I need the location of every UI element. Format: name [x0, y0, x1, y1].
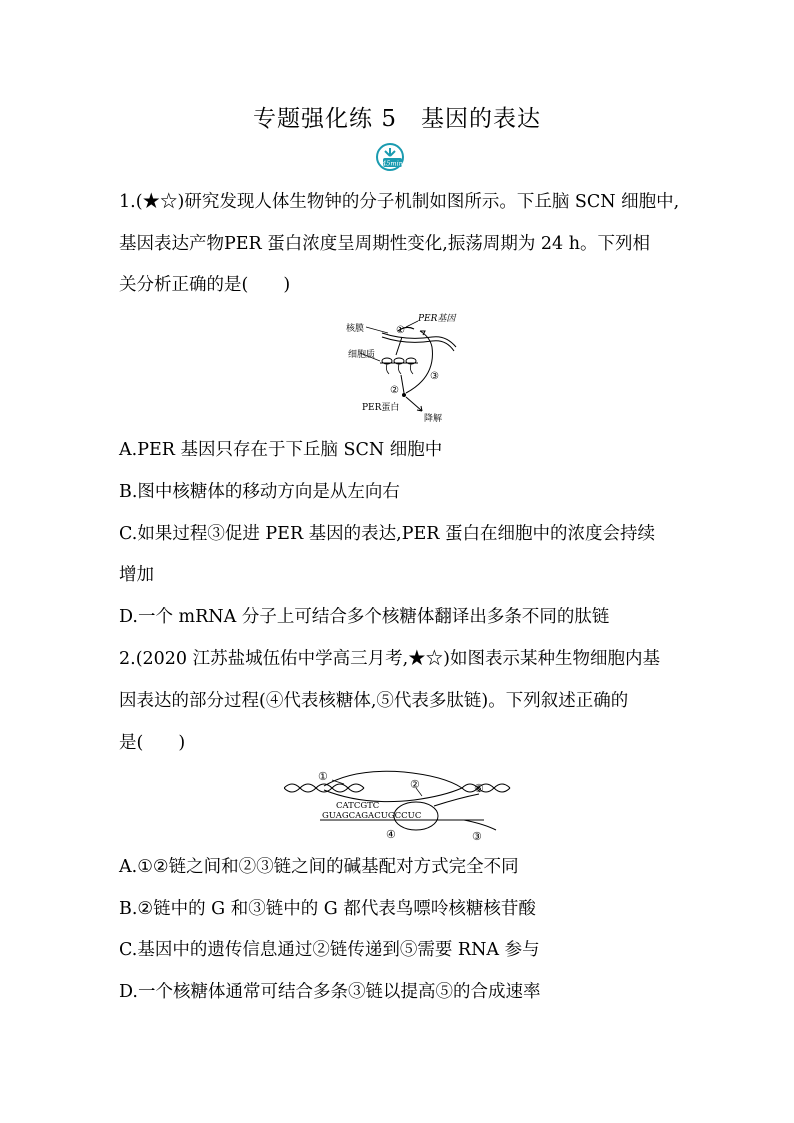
q1-stem-line2: 基因表达产物PER 蛋白浓度呈周期性变化,振荡周期为 24 h。下列相: [119, 234, 651, 254]
q1-stem-line3: 关分析正确的是( ): [119, 275, 291, 295]
label-ribosome-4: ④: [386, 828, 396, 841]
label-per-protein: PER蛋白: [362, 403, 400, 413]
q2-stem-line3: 是( ): [119, 733, 186, 753]
label-degrade: 降解: [424, 414, 443, 424]
q2-option-b: B.②链中的 G 和③链中的 G 都代表鸟嘌呤核糖核苷酸: [119, 899, 536, 919]
page-title: 专题强化练 5 基因的表达: [253, 106, 541, 132]
q2-option-c: C.基因中的遗传信息通过②链传递到⑤需要 RNA 参与: [119, 940, 540, 960]
q2-option-d: D.一个核糖体通常可结合多条③链以提高⑤的合成速率: [119, 982, 541, 1002]
q1-stem-line1: 1.(★☆)研究发现人体生物钟的分子机制如图所示。下丘脑 SCN 细胞中,: [119, 192, 680, 212]
q1-option-b: B.图中核糖体的移动方向是从左向右: [119, 482, 400, 502]
label-polypeptide-5: ⑤: [474, 782, 484, 795]
label-strand-1: ①: [318, 770, 328, 783]
timer-label: 45min: [382, 159, 403, 168]
biological-clock-diagram: [346, 307, 466, 425]
q2-stem-line2: 因表达的部分过程(④代表核糖体,⑤代表多肽链)。下列叙述正确的: [119, 691, 629, 711]
transcription-translation-diagram: [284, 766, 514, 842]
q1-option-c-line2: 增加: [119, 565, 154, 585]
q2-option-a: A.①②链之间和②③链之间的碱基配对方式完全不同: [119, 857, 519, 877]
label-strand-3: ③: [472, 830, 482, 842]
label-cytoplasm: 细胞质: [348, 350, 376, 360]
label-seq-bottom: GUAGCAGACUGCCUC: [322, 811, 422, 821]
label-process-2: ②: [390, 385, 399, 396]
q1-option-c-line1: C.如果过程③促进 PER 基因的表达,PER 蛋白在细胞中的浓度会持续: [119, 524, 656, 544]
q2-stem-line1: 2.(2020 江苏盐城伍佑中学高三月考,★☆)如图表示某种生物细胞内基: [119, 649, 661, 669]
q1-option-a: A.PER 基因只存在于下丘脑 SCN 细胞中: [119, 440, 443, 460]
label-per-gene: PER基因: [418, 314, 456, 324]
label-process-1: ①: [396, 325, 405, 336]
label-strand-2: ②: [410, 778, 420, 791]
q1-option-d: D.一个 mRNA 分子上可结合多个核糖体翻译出多条不同的肽链: [119, 607, 610, 627]
label-process-3: ③: [430, 371, 439, 382]
timer-icon: [375, 142, 405, 172]
label-nuclear-membrane: 核膜: [346, 324, 365, 334]
label-seq-top: CATCGTC: [336, 801, 380, 811]
